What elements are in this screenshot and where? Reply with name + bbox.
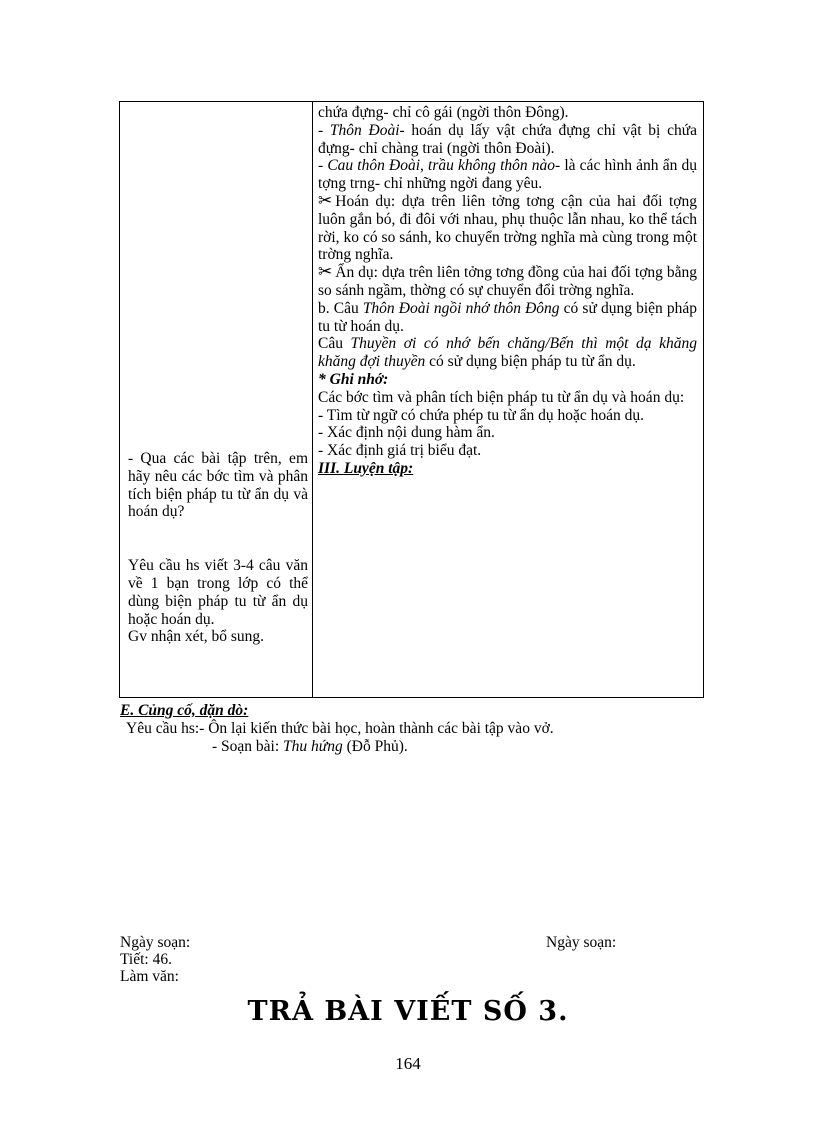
step-item: - Xác định nội dung hàm ẩn. — [318, 424, 495, 442]
italic-phrase: - Thôn Đoài — [318, 121, 400, 139]
content-line: - Thôn Đoài- hoán dụ lấy vật chứa đựng chỉ vật bị chứa đựng- chỉ chàng trai (ngời thôn Đoài). — [318, 121, 697, 157]
content-line: Các bớc tìm và phân tích biện pháp tu từ ẩn dụ và hoán dụ: — [318, 388, 685, 406]
content-line: chứa đựng- chỉ cô gái (ngời thôn Đông). — [318, 104, 569, 121]
date-label: Ngày soạn: — [120, 934, 191, 951]
teacher-note: Gv nhận xét, bổ sung. — [128, 628, 265, 646]
consolidation-section — [120, 702, 720, 756]
period-label: Tiết: 46. — [120, 951, 172, 968]
content-line: b. Câu Thôn Đoài ngồi nhớ thôn Đông có sử dụng biện pháp tu từ hoán dụ. — [318, 299, 697, 335]
luyen-tap-heading: III. Luyện tập: — [318, 459, 414, 477]
page-number: 164 — [395, 1054, 421, 1073]
italic-phrase: Thôn Đoài ngồi nhớ thôn Đông — [362, 299, 560, 317]
ghi-nho-heading: * Ghi nhớ: — [318, 370, 389, 388]
content-line: Câu Thuyền ơi có nhớ bến chăng/Bến thì một dạ khăng khăng đợi thuyền có sử dụng biện pháp tu từ ẩn dụ. — [318, 335, 697, 371]
section-heading: E. Củng cố, dặn dò: — [120, 702, 249, 719]
hoan-du-definition: ✂ Hoán dụ: dựa trên liên tởng tơng cận của hai đối tợng luôn gắn bó, đi đôi với nhau, phụ thuộc lẫn nhau, ko thể tách rời, ko có so sánh, ko chuyển trờng nghĩa mà cùng trong một trờng nghĩa. — [318, 190, 697, 264]
homework-line: Yêu cầu hs:- Ôn lại kiến thức bài học, hoàn thành các bài tập vào vở. — [126, 720, 554, 737]
content-line: - Cau thôn Đoài, trầu không thôn nào- là các hình ảnh ẩn dụ tợng trng- chỉ những ngời đang yêu. — [318, 157, 697, 193]
task-text: Yêu cầu hs viết 3-4 câu văn về 1 bạn trong lớp có thể dùng biện pháp tu từ ẩn dụ hoặc hoán dụ. — [128, 557, 308, 628]
teacher-activity-column — [128, 450, 308, 646]
homework-line: - Soạn bài: Thu hứng (Đỗ Phủ). — [212, 738, 408, 755]
an-du-definition: ✂ Ẩn dụ: dựa trên liên tởng tơng đồng của hai đối tợng bằng so sánh ngầm, thờng có sự chuyển đổi trờng nghĩa. — [318, 262, 697, 299]
step-item: - Xác định giá trị biểu đạt. — [318, 442, 482, 460]
date-label-right: Ngày soạn: — [546, 934, 617, 951]
italic-phrase: Thuyền ơi có nhớ bến chăng/Bến thì một dạ khăng khăng đợi thuyền — [318, 335, 697, 371]
content-column — [318, 104, 697, 478]
italic-phrase: Thu hứng — [283, 738, 343, 755]
scissors-icon: ✂ — [318, 262, 333, 282]
step-item: - Tìm từ ngữ có chứa phép tu từ ẩn dụ hoặc hoán dụ. — [318, 406, 645, 424]
question-text: - Qua các bài tập trên, em hãy nêu các bớc tìm và phân tích biện pháp tu từ ẩn dụ và hoán dụ? — [128, 450, 308, 521]
lesson-title: TRẢ BÀI VIẾT SỐ 3. — [247, 996, 569, 1027]
table-column-divider — [312, 101, 313, 698]
italic-phrase: - Cau thôn Đoài, trầu không thôn nào- — [318, 157, 561, 175]
next-lesson-header — [120, 934, 420, 985]
subject-label: Làm văn: — [120, 968, 179, 985]
scissors-icon: ✂ — [318, 190, 333, 210]
